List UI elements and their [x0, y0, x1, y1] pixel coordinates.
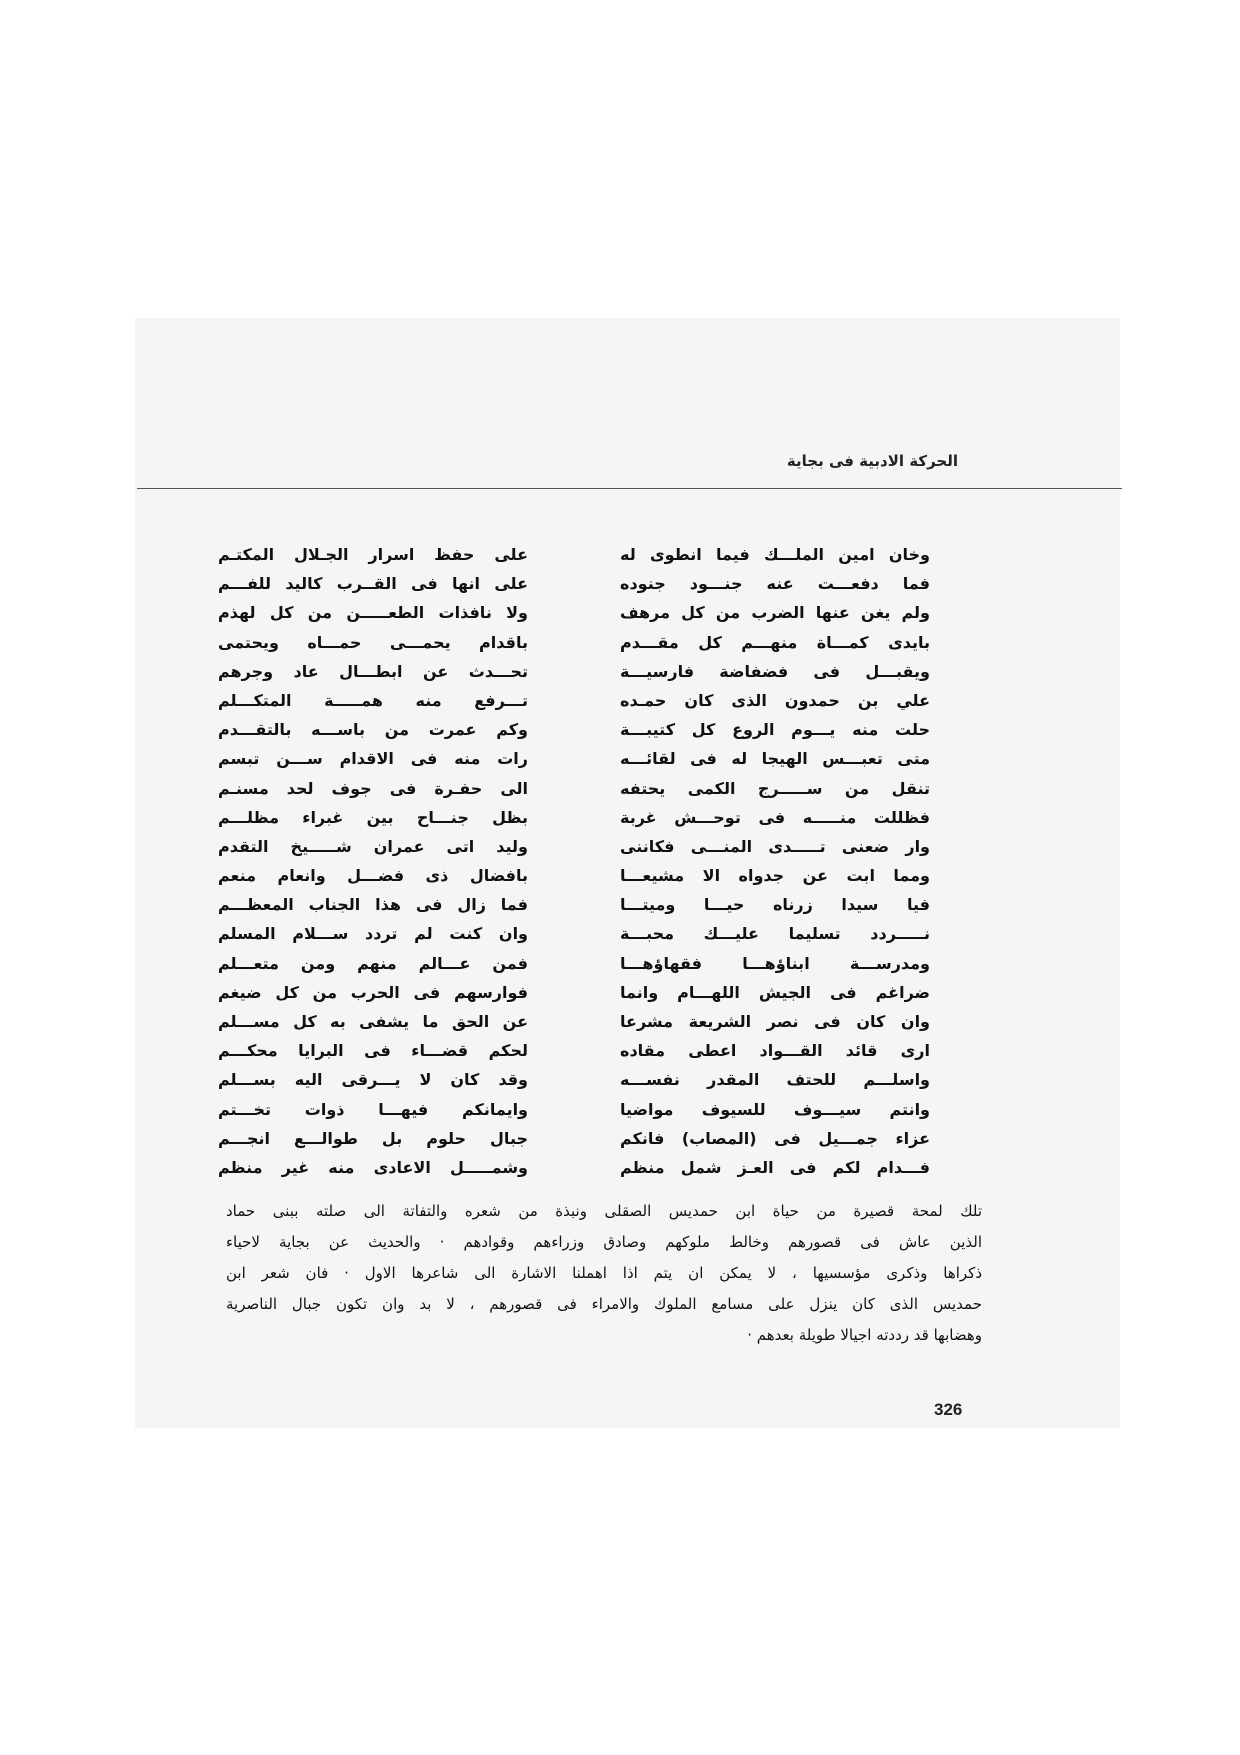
verse-line: وكم عمرت من باســـه بالتقـــدم: [218, 720, 528, 740]
verse-line: فظللت منـــــه فى توحـــش غربة: [620, 807, 930, 827]
verse-line: ارى قائد القـــواد اعطى مقاده: [620, 1041, 930, 1061]
verse-line: تـــرفع منه همـــــة المتكـــلم: [218, 690, 528, 710]
verse-line: بظل جنـــاح بين غبراء مظلـــم: [218, 807, 528, 827]
verse-line: فـــدام لكم فى العـز شمل منظم: [620, 1157, 930, 1177]
verse-line: على انها فى القــرب كاليد للفـــم: [218, 574, 528, 594]
verse-line: نـــــردد تسليما عليـــك محبـــة: [620, 924, 930, 944]
verse-line: وشمـــــل الاعادى منه غير منظم: [218, 1157, 528, 1177]
prose-line: وهضابها قد رددته اجيالا طويلة بعدهم ·: [747, 1326, 982, 1344]
verse-line: لحكم قضـــاء فى البرايا محكـــم: [218, 1041, 528, 1061]
verse-line: باقدام يحمـــى حمـــاه ويحتمى: [218, 632, 528, 652]
prose-line: حمديس الذى كان ينزل على مسامع الملوك والامراء فى قصورهم ، لا بد وان تكون جبال الناصرية: [226, 1295, 982, 1313]
verse-line: علي بن حمدون الذى كان حمـده: [620, 690, 930, 710]
verse-line: ولم يغن عنها الضرب من كل مرهف: [620, 603, 930, 623]
verse-line: ويقبـــل فى فضفاضة فارسيـــة: [620, 661, 930, 681]
verse-line: فما زال فى هذا الجناب المعظـــم: [218, 895, 528, 915]
verse-line: وليد اتى عمران شـــــيخ التقدم: [218, 836, 528, 856]
verse-line: بايدى كمـــاة منهـــم كل مقـــدم: [620, 632, 930, 652]
running-head: الحركة الادبية فى بجاية: [786, 452, 958, 470]
verse-line: الى حفـرة فى جوف لحد مسنـم: [218, 778, 528, 798]
verse-line: على حفظ اسرار الجـلال المكتـم: [218, 545, 528, 564]
verse-line: واسلـــم للحتف المقدر نفســـه: [620, 1070, 930, 1090]
prose-line: ذكراها وذكرى مؤسسيها ، لا يمكن ان يتم اذا اهملنا الاشارة الى شاعرها الاول · فان شعر ابن: [226, 1264, 982, 1282]
prose-line: الذين عاش فى قصورهم وخالط ملوكهم وصادق وزراءهم وقوادهم · والحديث عن بجاية لاحياء: [226, 1233, 982, 1251]
verse-line: فما دفعـــت عنه جنـــود جنوده: [620, 574, 930, 594]
verse-line: ومدرســـة ابناؤهـــا فقهاؤهـــا: [620, 953, 930, 973]
prose-line: تلك لمحة قصيرة من حياة ابن حمديس الصقلى ونبذة من شعره والتفاتة الى صلته ببنى حماد: [226, 1202, 982, 1220]
verse-line: فيا سيدا زرناه حيـــا وميتـــا: [620, 895, 930, 915]
verse-line: عزاء جمـــيل فى (المصاب) فانكم: [620, 1128, 930, 1148]
verse-line: تحـــدث عن ابطـــال عاد وجرهم: [218, 661, 528, 681]
verse-line: وقد كان لا يـــرقى اليه بســـلم: [218, 1070, 528, 1090]
header-rule: [137, 488, 1122, 489]
verse-line: متى تعبـــس الهيجا له فى لقائـــه: [620, 749, 930, 769]
poem-left-column: [218, 540, 528, 1182]
verse-line: وانتم سيـــوف للسيوف مواضيا: [620, 1099, 930, 1119]
verse-line: وخان امين الملـــك فيما انطوى له: [620, 545, 930, 564]
verse-line: جبال حلوم بل طوالـــع انجـــم: [218, 1128, 528, 1148]
verse-line: ومما ابت عن جدواه الا مشيعـــا: [620, 866, 930, 886]
verse-line: وان كنت لم تردد ســـلام المسلم: [218, 924, 528, 944]
page-number: 326: [934, 1400, 963, 1419]
verse-line: رات منه فى الاقدام ســـن تبسم: [218, 749, 528, 769]
verse-line: فوارسهم فى الحرب من كل ضيغم: [218, 982, 528, 1002]
verse-line: وان كان فى نصر الشريعة مشرعا: [620, 1012, 930, 1031]
prose-paragraph: [226, 1196, 982, 1351]
verse-line: عن الحق ما يشفى به كل مســـلم: [218, 1012, 528, 1031]
verse-line: بافضال ذى فضـــل وانعام منعم: [218, 866, 528, 886]
verse-line: ولا نافذات الطعـــــن من كل لهذم: [218, 603, 528, 623]
verse-line: وايمانكم فيهـــا ذوات تخـــتم: [218, 1099, 528, 1119]
verse-line: حلت منه يـــوم الروع كل كتيبـــة: [620, 720, 930, 740]
verse-line: فمن عـــالم منهم ومن متعـــلم: [218, 953, 528, 973]
poem-right-column: [620, 540, 930, 1182]
verse-line: ضراغم فى الجيش اللهـــام وانما: [620, 982, 930, 1002]
verse-line: وار ضعنى تـــــدى المنـــى فكاننى: [620, 836, 930, 856]
verse-line: تنقل من ســـــرج الكمى يحتفه: [620, 778, 930, 798]
